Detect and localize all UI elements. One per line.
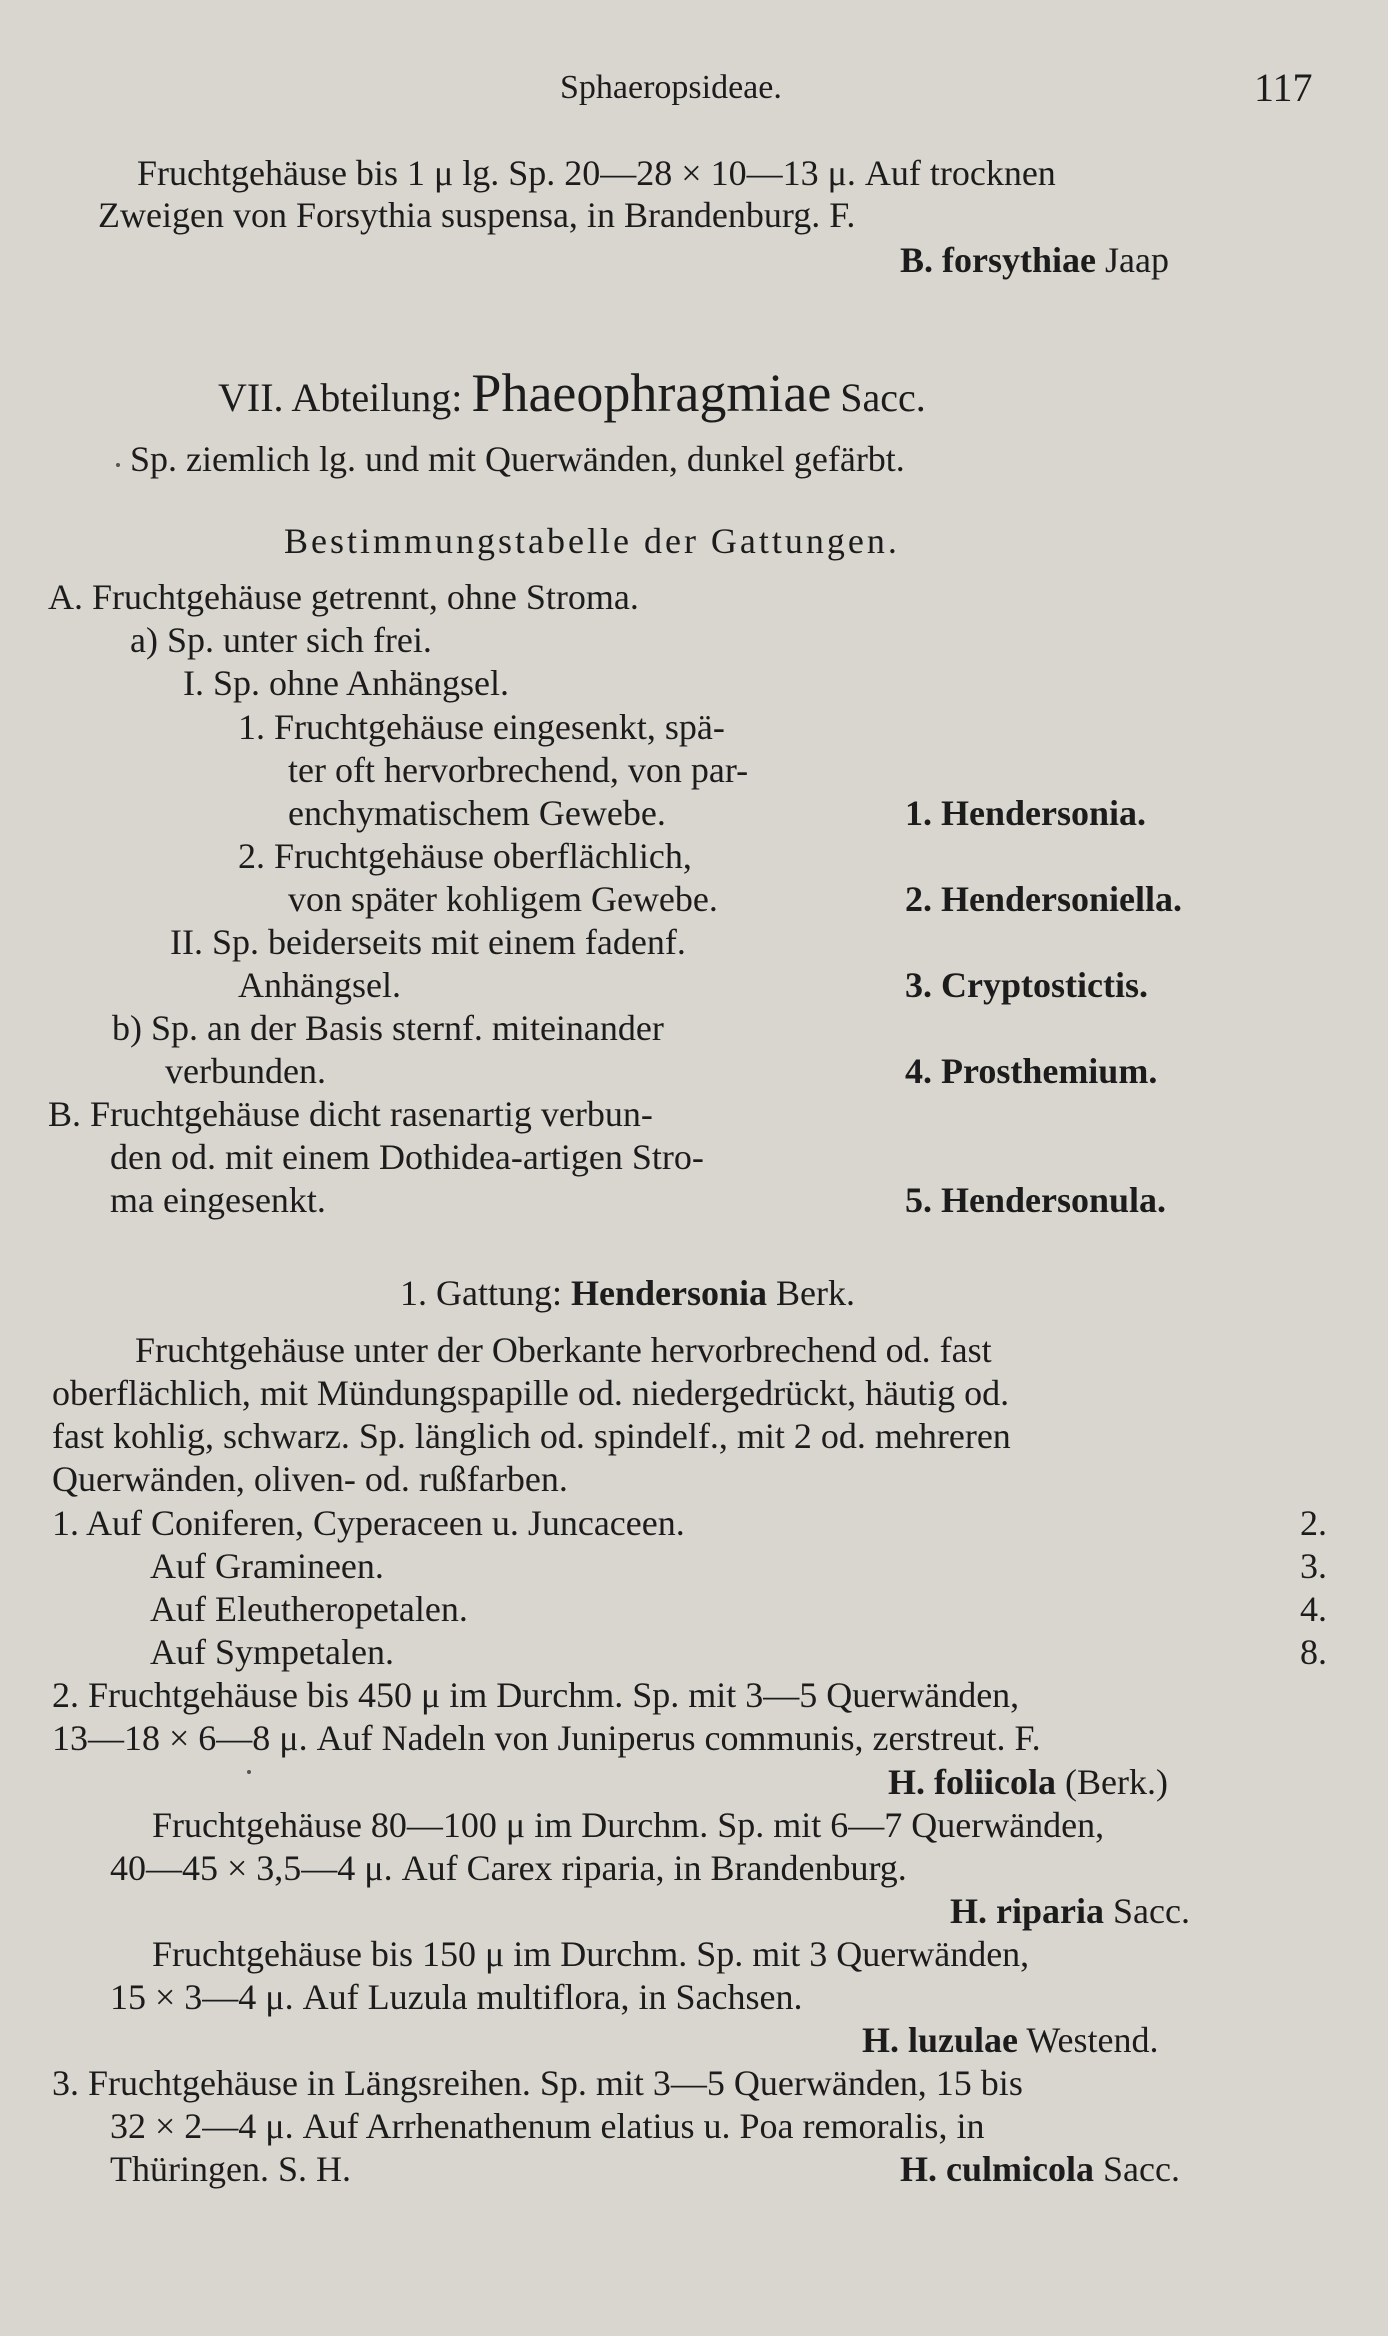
couplet-line: 1. Auf Coniferen, Cyperaceen u. Juncaceen. [52,1503,685,1543]
section-prefix: VII. Abteilung: [218,375,463,420]
species-epithet: B. forsythiae [900,240,1096,280]
text-line: Querwänden, oliven- od. rußfarben. [52,1459,568,1499]
species-name [900,2147,1180,2191]
text-line: Fruchtgehäuse unter der Oberkante hervorbrechend od. fast [135,1330,992,1370]
species-author: Sacc. [1112,1891,1190,1931]
couplet-line: Auf Sympetalen. [150,1632,394,1672]
stray-mark [116,463,120,467]
text-line: fast kohlig, schwarz. Sp. länglich od. spindelf., mit 2 od. mehreren [52,1416,1011,1456]
genus-author: Berk. [776,1273,855,1313]
species-name [862,2018,1158,2062]
couplet-line: Auf Eleutheropetalen. [150,1589,468,1629]
section-name: Phaeophragmiae [471,363,832,423]
genus-name: 1. Hendersonia. [905,793,1147,833]
genus-prefix: 1. Gattung: [400,1273,562,1313]
genus-name: 5. Hendersonula. [905,1180,1167,1220]
couplet-line: Auf Gramineen. [150,1546,384,1586]
key-genus [905,1178,1166,1222]
key-line: Anhängsel. [238,965,401,1005]
genus-name: 3. Cryptostictis. [905,965,1148,1005]
key-genus [905,963,1148,1007]
text-line: Thüringen. S. H. [110,2149,351,2189]
species-epithet: H. luzulae [862,2020,1019,2060]
text-line: Fruchtgehäuse bis 150 μ im Durchm. Sp. mit 3 Querwänden, [152,1934,1030,1974]
key-line: von später kohligem Gewebe. [288,879,718,919]
key-line: enchymatischem Gewebe. [288,793,666,833]
key-line: B. Fruchtgehäuse dicht rasenartig verbun- [48,1094,653,1134]
key-genus [905,791,1146,835]
species-epithet: H. culmicola [900,2149,1094,2189]
section-description: Sp. ziemlich lg. und mit Querwänden, dunkel gefärbt. [130,439,905,479]
text-line: 15 × 3—4 μ. Auf Luzula multiflora, in Sachsen. [110,1977,803,2017]
couplet-ref: 2. [1300,1503,1327,1543]
key-line: den od. mit einem Dothidea-artigen Stro- [110,1137,704,1177]
text-line: Zweigen von Forsythia suspensa, in Brandenburg. F. [98,195,856,235]
text-line: 13—18 × 6—8 μ. Auf Nadeln von Juniperus communis, zerstreut. F. [52,1718,1041,1758]
genus-name: 4. Prosthemium. [905,1051,1158,1091]
genus-heading [400,1271,855,1315]
running-title: Sphaeropsideae. [560,69,782,106]
text-line: 32 × 2—4 μ. Auf Arrhenathenum elatius u. Poa remoralis, in [110,2106,985,2146]
section-author: Sacc. [840,375,926,420]
species-name [950,1889,1190,1933]
species-author: Sacc. [1102,2149,1180,2189]
key-title: Bestimmungstabelle der Gattungen. [284,521,900,561]
stray-mark [247,1770,251,1774]
couplet-ref: 8. [1300,1632,1327,1672]
key-line: 1. Fruchtgehäuse eingesenkt, spä- [238,707,725,747]
key-line: A. Fruchtgehäuse getrennt, ohne Stroma. [48,577,639,617]
page-number: 117 [1254,65,1313,110]
key-line: 2. Fruchtgehäuse oberflächlich, [238,836,692,876]
species-name [900,238,1169,282]
genus-title: Hendersonia [570,1273,767,1313]
couplet-ref: 4. [1300,1589,1327,1629]
genus-name: 2. Hendersoniella. [905,879,1182,919]
couplet-ref: 3. [1300,1546,1327,1586]
text-line: 3. Fruchtgehäuse in Längsreihen. Sp. mit 3—5 Querwänden, 15 bis [52,2063,1023,2103]
key-line: II. Sp. beiderseits mit einem fadenf. [170,922,686,962]
key-line: ma eingesenkt. [110,1180,326,1220]
species-author: Westend. [1026,2020,1159,2060]
key-line: I. Sp. ohne Anhängsel. [183,663,509,703]
species-name [888,1760,1168,1804]
key-line: verbunden. [165,1051,326,1091]
text-line: Fruchtgehäuse 80—100 μ im Durchm. Sp. mit 6—7 Querwänden, [152,1805,1105,1845]
species-epithet: H. riparia [950,1891,1104,1931]
species-author: (Berk.) [1064,1762,1168,1802]
text-line: 40—45 × 3,5—4 μ. Auf Carex riparia, in Brandenburg. [110,1848,907,1888]
section-heading [218,358,926,434]
key-line: ter oft hervorbrechend, von par- [288,750,749,790]
key-genus [905,1049,1157,1093]
species-epithet: H. foliicola [888,1762,1056,1802]
text-line: Fruchtgehäuse bis 1 μ lg. Sp. 20—28 × 10—13 μ. Auf trocknen [137,153,1056,193]
key-genus [905,877,1182,921]
key-line: a) Sp. unter sich frei. [130,620,432,660]
species-author: Jaap [1104,240,1169,280]
text-line: 2. Fruchtgehäuse bis 450 μ im Durchm. Sp. mit 3—5 Querwänden, [52,1675,1020,1715]
key-line: b) Sp. an der Basis sternf. miteinander [112,1008,664,1048]
text-line: oberflächlich, mit Mündungspapille od. niedergedrückt, häutig od. [52,1373,1010,1413]
